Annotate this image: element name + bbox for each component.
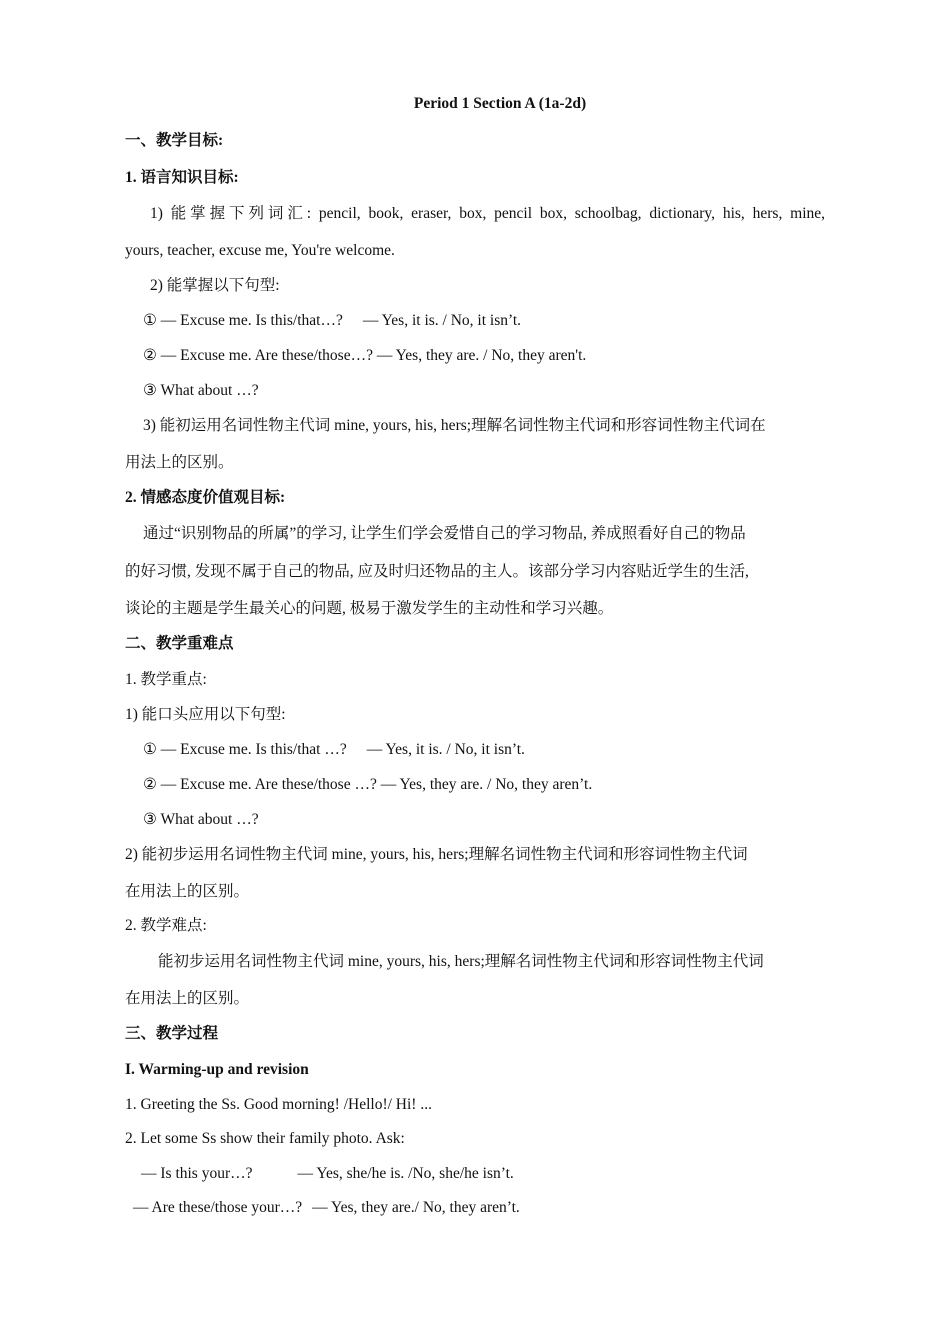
section-3-heading: 三、教学过程 <box>125 1025 219 1042</box>
dialogue-2-answer: — Yes, they are./ No, they aren’t. <box>312 1199 520 1216</box>
warming-up-heading: I. Warming-up and revision <box>125 1061 309 1078</box>
dialogue-1 <box>141 1164 825 1184</box>
dialogue-1-answer: — Yes, she/he is. /No, she/he isn’t. <box>297 1165 514 1182</box>
pattern-1-answer: — Yes, it is. / No, it isn’t. <box>362 312 522 329</box>
emotion-goal-line-3: 谈论的主题是学生最关心的问题, 极易于激发学生的主动性和学习兴趣。 <box>125 600 614 617</box>
key-pattern-1 <box>143 740 825 760</box>
vocab-line-2: yours, teacher, excuse me, You're welcome. <box>125 242 395 259</box>
vocab-line-1: 1) 能掌握下列词汇: pencil, book, eraser, box, pencil box, schoolbag, dictionary, his, hers, mine, <box>150 205 825 222</box>
section-1-sub-1: 1. 语言知识目标: <box>125 169 239 186</box>
key-pattern-1-question: ① — Excuse me. Is this/that …? <box>143 741 347 758</box>
pronoun-goal-line-2: 用法上的区别。 <box>125 454 234 471</box>
pattern-intro: 2) 能掌握以下句型: <box>150 277 280 294</box>
section-2-heading: 二、教学重难点 <box>125 635 234 652</box>
pattern-3: ③ What about …? <box>143 382 259 399</box>
key-point-intro: 1) 能口头应用以下句型: <box>125 706 286 723</box>
difficulty-line-1: 能初步运用名词性物主代词 mine, yours, his, hers;理解名词性物主代词和形容词性物主代词 <box>158 953 764 970</box>
key-pattern-1-answer: — Yes, it is. / No, it isn’t. <box>366 741 525 758</box>
pattern-1 <box>143 311 825 331</box>
pronoun-goal-line-1: 3) 能初运用名词性物主代词 mine, yours, his, hers;理解名词性物主代词和形容词性物主代词在 <box>143 417 766 434</box>
pattern-1-question: ① — Excuse me. Is this/that…? <box>143 312 343 329</box>
warming-up-step-1: 1. Greeting the Ss. Good morning! /Hello!/ Hi! ... <box>125 1096 432 1113</box>
difficulty-line-2: 在用法上的区别。 <box>125 990 250 1007</box>
section-2-sub-1: 1. 教学重点: <box>125 671 207 688</box>
key-pattern-2: ② — Excuse me. Are these/those …? — Yes, they are. / No, they aren’t. <box>143 776 593 793</box>
section-1-heading: 一、教学目标: <box>125 132 224 149</box>
emotion-goal-line-2: 的好习惯, 发现不属于自己的物品, 应及时归还物品的主人。该部分学习内容贴近学生的生活, <box>125 563 749 580</box>
dialogue-1-question: — Is this your…? <box>141 1165 253 1182</box>
dialogue-2 <box>133 1198 825 1218</box>
emotion-goal-line-1: 通过“识别物品的所属”的学习, 让学生们学会爱惜自己的学习物品, 养成照看好自己的物品 <box>143 525 746 542</box>
key-pronoun-line-1: 2) 能初步运用名词性物主代词 mine, yours, his, hers;理解名词性物主代词和形容词性物主代词 <box>125 846 748 863</box>
pattern-2: ② — Excuse me. Are these/those…? — Yes, they are. / No, they aren't. <box>143 347 587 364</box>
key-pattern-3: ③ What about …? <box>143 811 259 828</box>
dialogue-2-question: — Are these/those your…? <box>133 1199 303 1216</box>
section-2-sub-2: 2. 教学难点: <box>125 917 207 934</box>
document-title: Period 1 Section A (1a-2d) <box>413 95 587 112</box>
warming-up-step-2: 2. Let some Ss show their family photo. Ask: <box>125 1130 405 1147</box>
key-pronoun-line-2: 在用法上的区别。 <box>125 883 250 900</box>
section-1-sub-2: 2. 情感态度价值观目标: <box>125 489 286 506</box>
